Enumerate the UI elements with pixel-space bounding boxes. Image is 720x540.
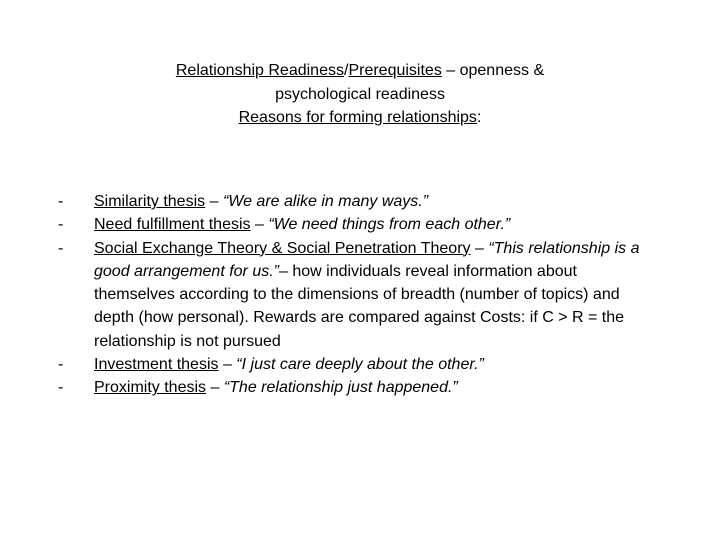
bullet-term: Need fulfillment thesis bbox=[94, 216, 251, 234]
title-slash: / bbox=[343, 62, 349, 79]
bullet-proximity-thesis bbox=[58, 376, 658, 399]
bullet-quote: “The relationship just happened.” bbox=[223, 379, 458, 397]
title-relationship-readiness: Relationship Readiness bbox=[175, 62, 344, 79]
bullet-need-fulfillment-thesis bbox=[58, 213, 658, 236]
title-reasons: Reasons for forming relationships bbox=[238, 109, 477, 126]
bullet-separator: – bbox=[250, 216, 269, 234]
bullet-separator: – bbox=[206, 379, 224, 397]
title-prerequisites: Prerequisites bbox=[348, 62, 442, 79]
bullet-dash: - bbox=[58, 379, 64, 397]
bullet-similarity-thesis bbox=[58, 190, 658, 213]
title-line-3 bbox=[0, 106, 720, 130]
bullet-list bbox=[58, 190, 658, 400]
bullet-investment-thesis bbox=[58, 353, 658, 376]
title-colon: : bbox=[476, 109, 482, 126]
bullet-quote: “This relationship is a good arrangement for us.” bbox=[94, 239, 640, 280]
bullet-rest: – how individuals reveal information about themselves according to the dimensions of breadth (number of topics) and depth (how personal). Rewards are compared against Costs: if C > R = the relationship is not pursued bbox=[94, 262, 625, 350]
title-openness: – openness & bbox=[441, 62, 545, 79]
bullet-dash: - bbox=[58, 216, 64, 234]
bullet-term: Proximity thesis bbox=[94, 379, 207, 397]
title-line-1 bbox=[0, 59, 720, 83]
bullet-dash: - bbox=[58, 239, 64, 257]
bullet-separator: – bbox=[205, 193, 223, 210]
bullet-term: Investment thesis bbox=[94, 356, 219, 374]
bullet-dash: - bbox=[58, 193, 64, 210]
bullet-quote: “We are alike in many ways.” bbox=[222, 193, 429, 210]
bullet-quote: “I just care deeply about the other.” bbox=[236, 356, 484, 374]
bullet-separator: – bbox=[470, 239, 489, 257]
bullet-quote: “We need things from each other.” bbox=[268, 216, 511, 234]
bullet-term: Social Exchange Theory & Social Penetration Theory bbox=[94, 239, 471, 257]
bullet-social-exchange-theory bbox=[58, 237, 658, 353]
bullet-dash: - bbox=[58, 356, 64, 374]
title-line-2: psychological readiness bbox=[275, 85, 445, 103]
bullet-term: Similarity thesis bbox=[94, 193, 206, 210]
bullet-separator: – bbox=[218, 356, 237, 374]
slide-title bbox=[0, 59, 720, 130]
